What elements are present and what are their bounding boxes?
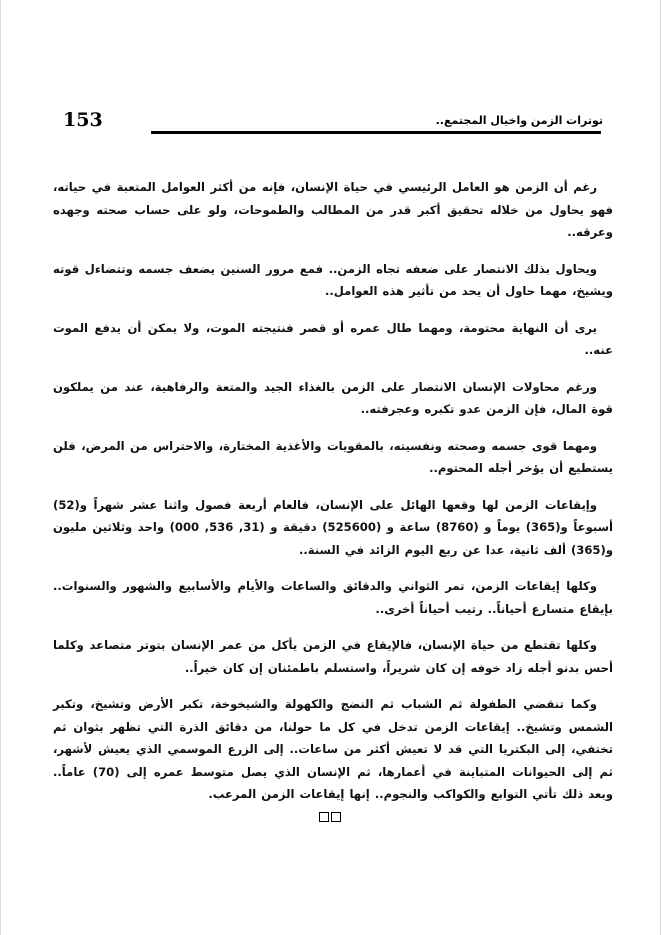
ornament-square-icon [331,812,341,822]
paragraph: وكلها تقتطع من حياة الإنسان، فالإيقاع في الزمن يأكل من عمر الإنسان بتوتر متصاعد وكلما أحس بدنو أجله زاد خوفه إن كان شريراً، واستسلم باطمئنان إن كان خيراً.. [53,638,613,675]
paragraph: وكما تنقضي الطفولة ثم الشباب ثم النضج والكهولة والشيخوخة، تكبر الأرض وتشيخ، وتكبر الشمس وتشيخ.. إيقاعات الزمن تدخل في كل ما حولنا، من دقائق الذرة التي تظهر بثوان ثم تختفي، إلى البكتريا التي قد لا تعيش أكثر من ساعات.. إلى الزرع الموسمي الذي يعيش لأشهر، ثم إلى الحيوانات المتباينة في أعمارها، ثم الإنسان الذي يصل متوسط عمره إلى (70) عاماً.. وبعد ذلك تأتي التوابع والكواكب والنجوم.. إنها إيقاعات الزمن المرعب. [53,697,613,801]
page-number: 153 [63,109,103,131]
header-title: توترات الزمن واخيال المجتمع.. [435,114,603,127]
running-header [55,108,611,132]
paragraph: ورغم محاولات الإنسان الانتصار على الزمن بالغذاء الجيد والمتعة والرفاهية، عند من يملكون قوة المال، فإن الزمن عدو تكبره وعجرفته.. [53,379,613,416]
paragraph: وإيقاعات الزمن لها وقعها الهائل على الإنسان، فالعام أربعة فصول واثنا عشر شهراً و(52) أسبوعاً و(365) يوماً و (8760) ساعة و (525600) دقيقة و (31, 536, 000) واحد وثلاثين مليون و(365) ألف ثانية، عدا عن ربع اليوم الزائد في السنة.. [53,497,613,557]
ornament-square-icon [319,812,329,822]
paragraph: رغم أن الزمن هو العامل الرئيسي في حياة الإنسان، فإنه من أكثر العوامل المتعبة في حياته، فهو يحاول من خلاله تحقيق أكبر قدر من المطالب والطموحات، ولو على حساب صحته وجهده وعرقه.. [53,180,613,239]
paragraph: وكلها إيقاعات الزمن، تمر الثواني والدقائق والساعات والأيام والأسابيع والشهور والسنوات.. بإيقاع متسارع أحياناً.. رتيب أحياناً أخرى.. [53,579,613,616]
body-text [53,176,613,820]
paragraph: ويحاول بذلك الانتصار على ضعفه تجاه الزمن.. فمع مرور السنين يضعف جسمه وتتضاءل قوته ويشيخ، مهما حاول أن يحد من تأثير هذه العوامل.. [53,261,613,298]
paragraph: يرى أن النهاية محتومة، ومهما طال عمره أو قصر فنتيجته الموت، ولا يمكن أن يدفع الموت عنه.. [53,320,613,357]
paragraph: ومهما قوى جسمه وصحته ونفسيته، بالمقويات والأغذية المختارة، والاحتراس من المرض، فلن يستطيع أن يؤخر أجله المحتوم.. [53,438,613,475]
end-of-page-ornament [319,812,345,824]
header-rule [151,131,601,134]
